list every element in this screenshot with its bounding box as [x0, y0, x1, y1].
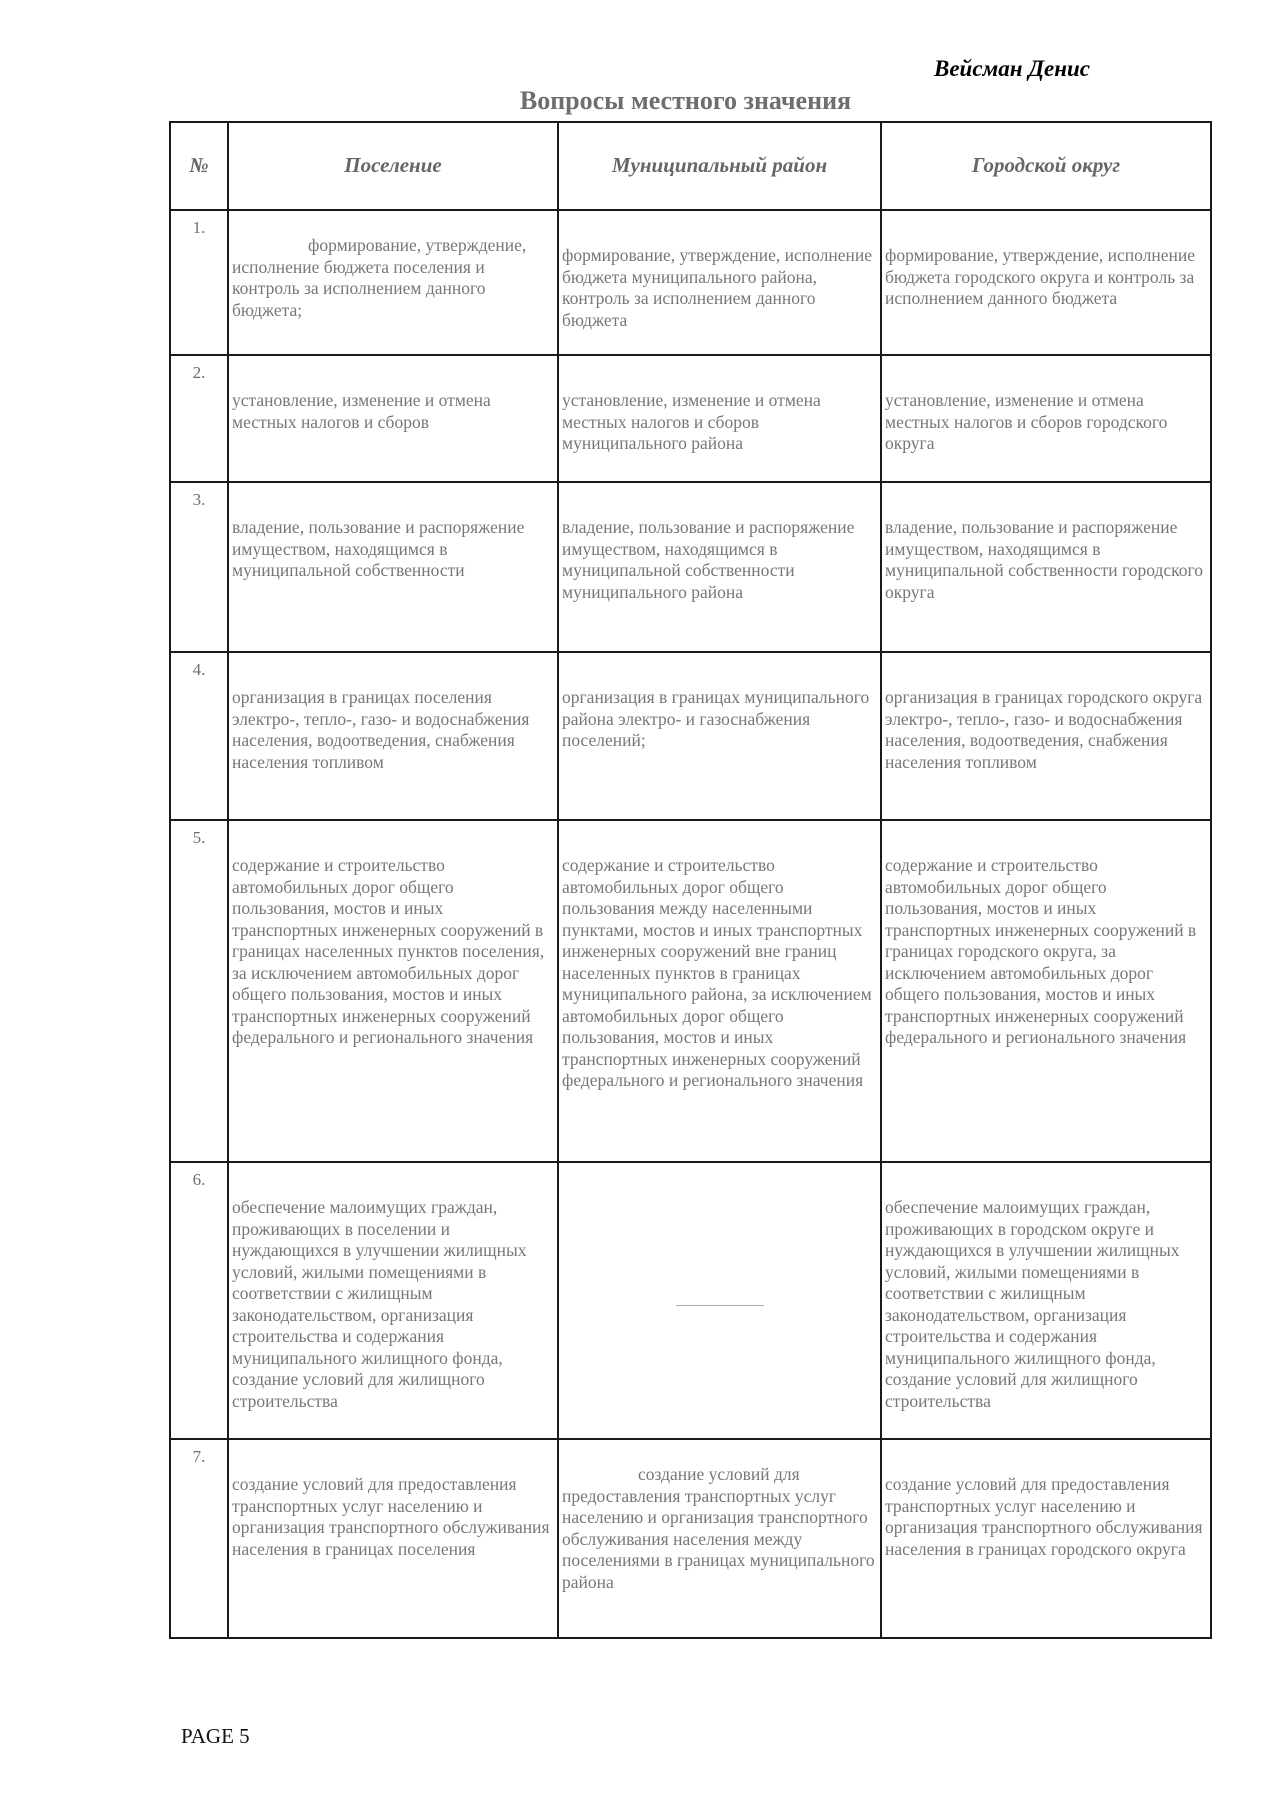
cell-district: владение, пользование и распоряжение имуществом, находящимся в муниципальной собственности муниципального района	[558, 482, 881, 652]
cell-city-district: формирование, утверждение, исполнение бюджета городского округа и контроль за исполнением данного бюджета	[881, 210, 1211, 355]
cell-city-district: содержание и строительство автомобильных дорог общего пользования, мостов и иных транспортных инженерных сооружений в границах городского округа, за исключением автомобильных дорог общего пользования, мостов и иных транспортных инженерных сооружений федерального и регионального значения	[881, 820, 1211, 1162]
table-row	[170, 482, 1211, 652]
row-number: 1.	[170, 210, 228, 355]
column-header-number: №	[170, 122, 228, 210]
row-number: 3.	[170, 482, 228, 652]
cell-settlement: организация в границах поселения электро-, тепло-, газо- и водоснабжения населения, водоотведения, снабжения населения топливом	[228, 652, 558, 820]
table-row	[170, 652, 1211, 820]
cell-district: создание условий для предоставления транспортных услуг населению и организация транспортного обслуживания населения между поселениями в границах муниципального района	[558, 1439, 881, 1638]
cell-city-district: установление, изменение и отмена местных налогов и сборов городского округа	[881, 355, 1211, 482]
column-header-city-district: Городской округ	[881, 122, 1211, 210]
cell-settlement: создание условий для предоставления транспортных услуг населению и организация транспортного обслуживания населения в границах поселения	[228, 1439, 558, 1638]
cell-city-district: владение, пользование и распоряжение имуществом, находящимся в муниципальной собственности городского округа	[881, 482, 1211, 652]
cell-district: формирование, утверждение, исполнение бюджета муниципального района, контроль за исполнением данного бюджета	[558, 210, 881, 355]
cell-district: содержание и строительство автомобильных дорог общего пользования между населенными пунктами, мостов и иных транспортных инженерных сооружений вне границ населенных пунктов в границах муниципального района, за исключением автомобильных дорог общего пользования, мостов и иных транспортных инженерных сооружений федерального и регионального значения	[558, 820, 881, 1162]
cell-district: установление, изменение и отмена местных налогов и сборов муниципального района	[558, 355, 881, 482]
cell-district-empty	[558, 1162, 881, 1439]
row-number: 5.	[170, 820, 228, 1162]
cell-city-district: обеспечение малоимущих граждан, проживающих в городском округе и нуждающихся в улучшении жилищных условий, жилыми помещениями в соответствии с жилищным законодательством, организация строительства и содержания муниципального жилищного фонда, создание условий для жилищного строительства	[881, 1162, 1211, 1439]
column-header-district: Муниципальный район	[558, 122, 881, 210]
table-row	[170, 1162, 1211, 1439]
table-row	[170, 210, 1211, 355]
page-number: PAGE 5	[181, 1724, 250, 1748]
cell-settlement: установление, изменение и отмена местных налогов и сборов	[228, 355, 558, 482]
empty-dash	[676, 1305, 764, 1306]
cell-city-district: организация в границах городского округа электро-, тепло-, газо- и водоснабжения населения, водоотведения, снабжения населения топливом	[881, 652, 1211, 820]
row-number: 4.	[170, 652, 228, 820]
cell-settlement: содержание и строительство автомобильных дорог общего пользования, мостов и иных транспортных инженерных сооружений в границах населенных пунктов поселения, за исключением автомобильных дорог общего пользования, мостов и иных транспортных инженерных сооружений федерального и регионального значения	[228, 820, 558, 1162]
local-issues-table	[169, 121, 1212, 1639]
cell-settlement: обеспечение малоимущих граждан, проживающих в поселении и нуждающихся в улучшении жилищных условий, жилыми помещениями в соответствии с жилищным законодательством, организация строительства и содержания муниципального жилищного фонда, создание условий для жилищного строительства	[228, 1162, 558, 1439]
row-number: 2.	[170, 355, 228, 482]
row-number: 6.	[170, 1162, 228, 1439]
page-title: Вопросы местного значения	[519, 86, 852, 115]
table-row	[170, 355, 1211, 482]
author-name: Вейсман Денис	[934, 56, 1091, 81]
row-number: 7.	[170, 1439, 228, 1638]
table-row	[170, 1439, 1211, 1638]
cell-settlement: формирование, утверждение, исполнение бюджета поселения и контроль за исполнением данного бюджета;	[228, 210, 558, 355]
column-header-settlement: Поселение	[228, 122, 558, 210]
table-header-row	[170, 122, 1211, 210]
cell-city-district: создание условий для предоставления транспортных услуг населению и организация транспортного обслуживания населения в границах городского округа	[881, 1439, 1211, 1638]
cell-settlement: владение, пользование и распоряжение имуществом, находящимся в муниципальной собственности	[228, 482, 558, 652]
table-row	[170, 820, 1211, 1162]
cell-district: организация в границах муниципального района электро- и газоснабжения поселений;	[558, 652, 881, 820]
